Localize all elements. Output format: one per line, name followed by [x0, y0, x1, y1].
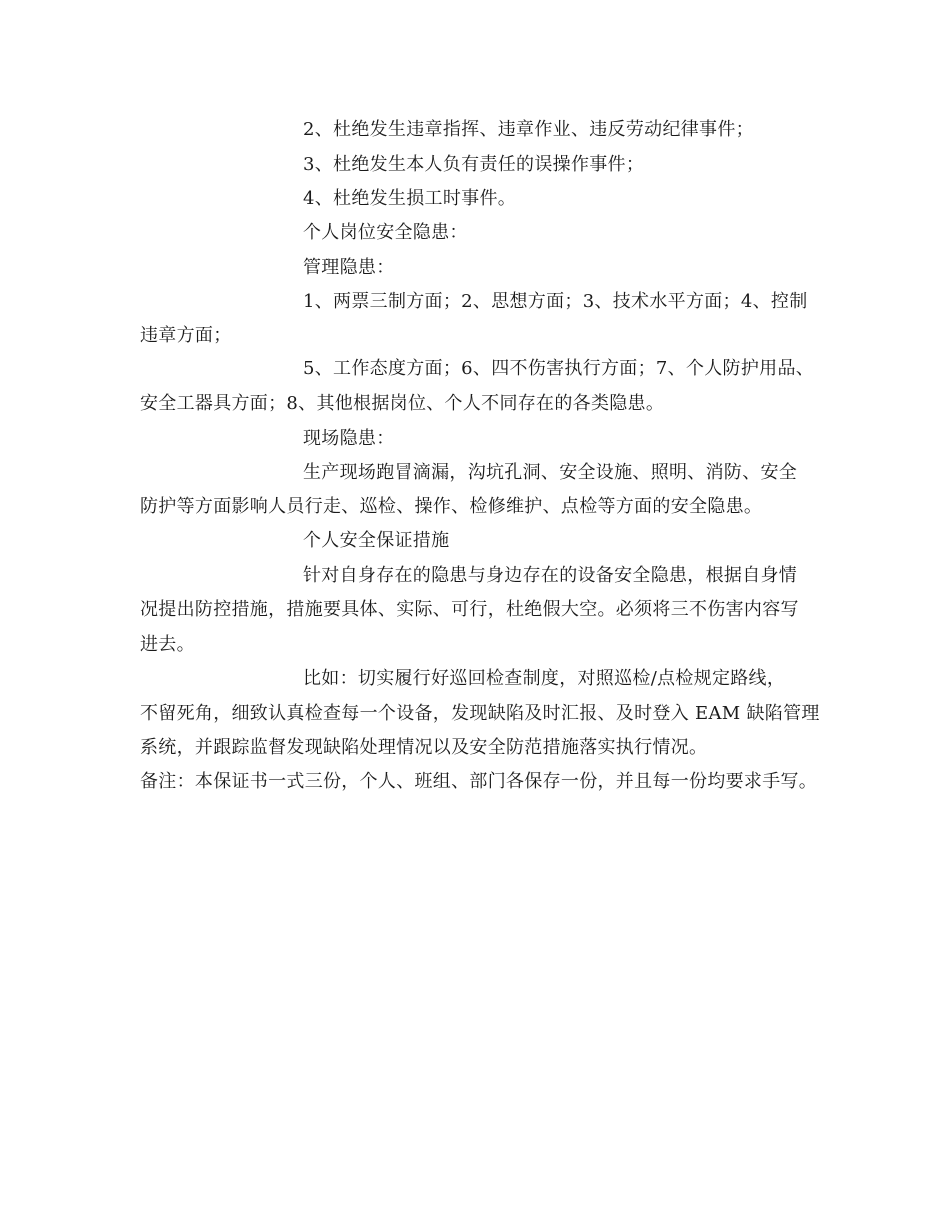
text-line: 安全工器具方面；8、其他根据岗位、个人不同存在的各类隐患。 — [140, 393, 665, 414]
text-line: 违章方面； — [140, 325, 232, 346]
subsection-heading: 现场隐患： — [303, 428, 395, 449]
text-line: 3、杜绝发生本人负有责任的误操作事件； — [303, 154, 645, 175]
text-line: 1、两票三制方面；2、思想方面；3、技术水平方面；4、控制 — [303, 291, 808, 312]
text-line: 2、杜绝发生违章指挥、违章作业、违反劳动纪律事件； — [303, 119, 754, 140]
text-line: 不留死角，细致认真检查每一个设备，发现缺陷及时汇报、及时登入 EAM 缺陷管理 — [140, 703, 820, 724]
text-line: 系统，并跟踪监督发现缺陷处理情况以及安全防范措施落实执行情况。 — [140, 737, 708, 758]
section-heading: 个人安全保证措施 — [303, 530, 450, 551]
section-heading: 个人岗位安全隐患： — [303, 222, 468, 243]
text-line: 况提出防控措施，措施要具体、实际、可行，杜绝假大空。必须将三不伤害内容写 — [140, 599, 799, 620]
text-line: 进去。 — [140, 634, 195, 655]
note-line: 备注：本保证书一式三份，个人、班组、部门各保存一份，并且每一份均要求手写。 — [140, 771, 818, 792]
subsection-heading: 管理隐患： — [303, 257, 395, 278]
text-line: 4、杜绝发生损工时事件。 — [303, 188, 517, 209]
text-line: 生产现场跑冒滴漏，沟坑孔洞、安全设施、照明、消防、安全 — [303, 462, 798, 483]
text-line: 比如：切实履行好巡回检查制度，对照巡检/点检规定路线， — [303, 668, 786, 689]
text-line: 防护等方面影响人员行走、巡检、操作、检修维护、点检等方面的安全隐患。 — [140, 496, 763, 517]
text-line: 针对自身存在的隐患与身边存在的设备安全隐患，根据自身情 — [303, 565, 798, 586]
text-line: 5、工作态度方面；6、四不伤害执行方面；7、个人防护用品、 — [303, 358, 815, 379]
